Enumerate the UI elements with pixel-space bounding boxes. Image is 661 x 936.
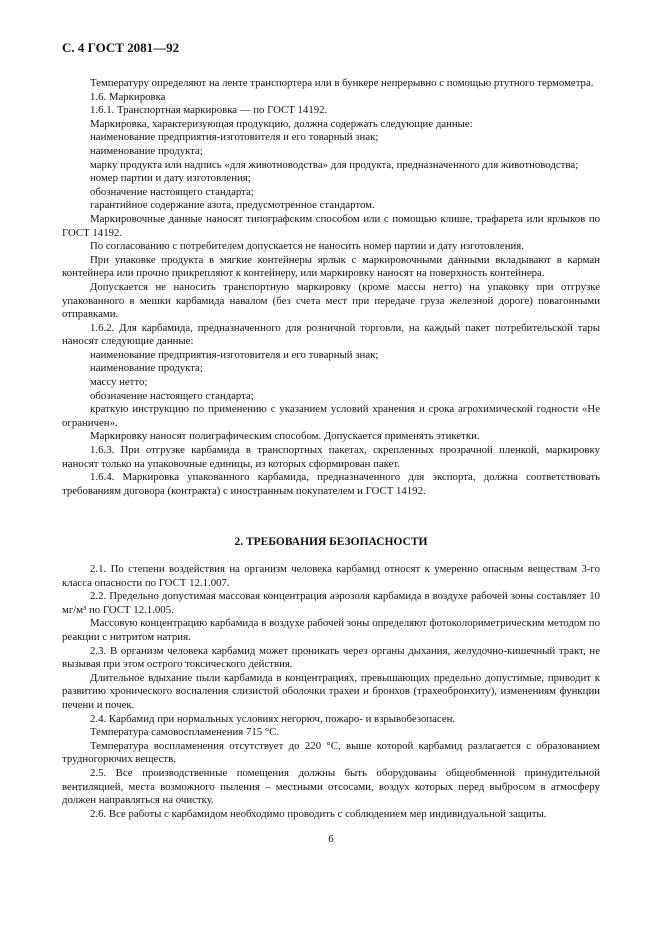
paragraph: 2.3. В организм человека карбамид может проникать через органы дыхания, желудочно-кишечный тракт, не вызывая при этом острого токсического действия. [62, 644, 600, 671]
paragraph: Маркировку наносят полиграфическим способом. Допускается применять этикетки. [90, 430, 480, 443]
paragraph: По согласованию с потребителем допускается не наносить номер партии и дату изготовления. [90, 240, 524, 253]
paragraph: 2.6. Все работы с карбамидом необходимо проводить с соблюдением мер индивидуальной защиты. [90, 807, 547, 820]
list-item: краткую инструкцию по применению с указанием условий хранения и срока агрохимической годности «Не ограничен». [62, 403, 600, 429]
paragraph: Температура воспламенения отсутствует до 220 °С, выше которой карбамид разлагается с образованием трудногорючих веществ. [62, 739, 600, 766]
list-item: гарантийное содержание азота, предусмотренное стандартом. [90, 199, 375, 212]
paragraph: 2.2. Предельно допустимая массовая концентрация аэрозоля карбамида в воздухе рабочей зоны составляет 10 мг/м³ по ГОСТ 12.1.005. [62, 590, 600, 616]
paragraph: При упаковке продукта в мягкие контейнеры ярлык с маркировочными данными вкладывают в карман контейнера или прочно прикрепляют к контейнеру, или маркировку наносят на поверхность контейнера. [62, 253, 600, 280]
paragraph: Маркировочные данные наносят типографским способом или с помощью клише, трафарета или ярлыков по ГОСТ 14192. [62, 212, 600, 239]
list-item: обозначение настоящего стандарта; [90, 185, 254, 198]
paragraph: Длительное вдыхание пыли карбамида в концентрациях, превышающих предельно допустимые, приводит к развитию хронического воспаления слизистой оболочки трахеи и бронхов (трахеобронхиту), изменениям функции печени и почек. [62, 671, 600, 711]
list-item: наименование предприятия-изготовителя и его товарный знак; [90, 348, 379, 361]
paragraph: 2.4. Карбамид при нормальных условиях негорюч, пожаро- и взрывобезопасен. [90, 712, 456, 725]
list-item: массу нетто; [90, 376, 148, 389]
section-2-title: 2. ТРЕБОВАНИЯ БЕЗОПАСНОСТИ [234, 536, 428, 548]
paragraph: Температура самовоспламенения 715 °С. [90, 726, 280, 739]
section-1-body [62, 77, 600, 498]
list-item: номер партии и дату изготовления; [90, 172, 251, 185]
paragraph: Массовую концентрацию карбамида в воздухе рабочей зоны определяют фотоколориметрическим методом по реакции с нитритом натрия. [62, 617, 600, 643]
list-item: наименование продукта; [90, 362, 203, 375]
list-item: обозначение настоящего стандарта; [90, 389, 254, 402]
list-item: наименование предприятия-изготовителя и его товарный знак; [90, 131, 379, 144]
subsection-title-marking: 1.6. Маркировка [90, 90, 166, 103]
paragraph: Допускается не наносить транспортную маркировку (кроме массы нетто) на упаковку при отгрузке упакованного в мешки карбамида навалом (без счета мест при передаче груза железной дороге) повагонными отправками. [62, 280, 600, 321]
list-item: марку продукта или надпись «для животноводства» для продукта, предназначенного для животноводства; [90, 158, 579, 171]
list-item: наименование продукта; [90, 144, 203, 157]
paragraph: 1.6.4. Маркировка упакованного карбамида, предназначенного для экспорта, должна соответствовать требованиям договора (контракта) с иностранным покупателем и ГОСТ 14192. [62, 471, 600, 497]
paragraph: 2.1. По степени воздействия на организм человека карбамид относят к умеренно опасным веществам 3-го класса опасности по ГОСТ 12.1.007. [62, 563, 600, 589]
paragraph: Температуру определяют на ленте транспортера или в бункере непрерывно с помощью ртутного термометра. [90, 77, 594, 89]
paragraph: 1.6.2. Для карбамида, предназначенного для розничной торговли, на каждый пакет потребительской тары наносят следующие данные: [62, 321, 600, 348]
page-number: 6 [328, 833, 334, 845]
paragraph: Маркировка, характеризующая продукцию, должна содержать следующие данные: [90, 117, 473, 130]
paragraph: 2.5. Все производственные помещения должны быть оборудованы общеобменной принудительной вентиляцией, места возможного пыления – местными отсосами, воздух которых перед выбросом в атмосферу должен направляться на очистку. [62, 766, 600, 807]
page-header: С. 4 ГОСТ 2081—92 [62, 40, 180, 55]
paragraph: 1.6.3. При отгрузке карбамида в транспортных пакетах, скрепленных прозрачной пленкой, маркировку наносят только на упаковочные единицы, из которых сформирован пакет. [62, 444, 600, 470]
section-2-body [62, 563, 600, 821]
paragraph: 1.6.1. Транспортная маркировка — по ГОСТ 14192. [90, 104, 328, 117]
